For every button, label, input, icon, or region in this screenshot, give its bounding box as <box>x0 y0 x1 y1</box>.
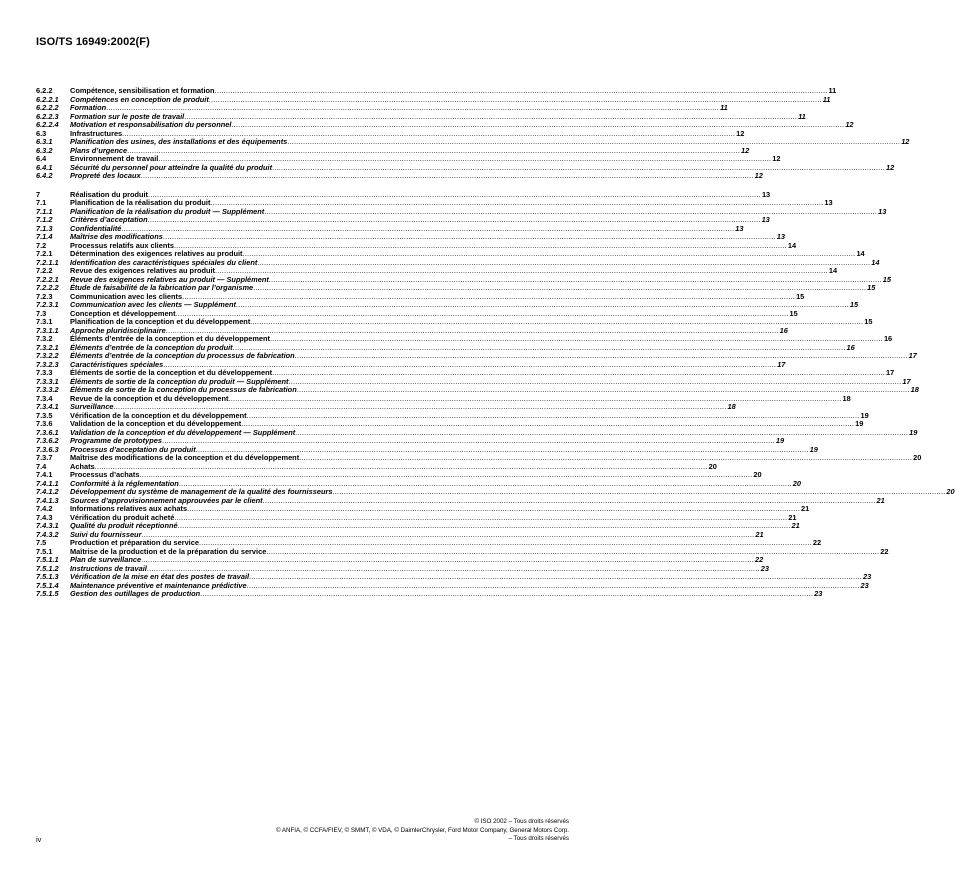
toc-entry-number: 7.5.1.3 <box>36 572 59 581</box>
toc-entry-page: 13 <box>824 198 833 207</box>
toc-entry-number: 7.5 <box>36 538 47 547</box>
toc-entry-title: Instructions de travail <box>70 563 147 573</box>
toc-entry-number: 7.3.1.1 <box>36 325 59 335</box>
toc-entry-number: 6.3.1 <box>36 137 53 146</box>
toc-entry-title: Maîtrise de la production et de la préparation du service <box>70 546 267 556</box>
toc-entry-page: 23 <box>814 589 823 598</box>
toc-entry-title: Éléments de sortie de la conception du produit — Supplément <box>70 376 289 386</box>
toc-entry-number: 7.3.3.1 <box>36 376 59 386</box>
toc-entry-title: Motivation et responsabilisation du personnel <box>70 120 232 129</box>
toc-entry-number: 7.5.1.1 <box>36 555 59 564</box>
toc-entry[interactable] <box>36 589 823 599</box>
toc-entry-title: Processus relatifs aux clients <box>70 240 174 250</box>
toc-entry-page: 11 <box>798 111 806 121</box>
toc-entry-page: 13 <box>761 215 770 224</box>
toc-entry-page: 19 <box>909 427 918 437</box>
toc-entry-page: 15 <box>789 308 798 318</box>
toc-entry-page: 16 <box>883 334 893 343</box>
toc-entry-title: Détermination des exigences relatives au produit <box>70 249 243 258</box>
toc-entry-page: 17 <box>902 376 911 386</box>
toc-entry-title: Surveillance <box>70 402 114 411</box>
toc-entry-page: 19 <box>809 444 818 454</box>
toc-entry-page: 19 <box>775 436 785 445</box>
toc-entry-page: 21 <box>801 504 810 513</box>
toc-entry-title: Programme de prototypes <box>70 436 162 445</box>
toc-entry-number: 7.3.2.1 <box>36 342 59 352</box>
toc-entry-page: 23 <box>863 572 872 581</box>
toc-entry-title: Revue de la conception et du développement <box>70 393 229 403</box>
toc-entry-page: 22 <box>755 555 764 564</box>
toc-entry-page: 11 <box>720 103 728 112</box>
toc-entry-number: 7.3.7 <box>36 453 53 462</box>
toc-entry-number: 7.1.3 <box>36 223 53 233</box>
toc-entry-page: 13 <box>878 206 887 216</box>
toc-entry-title: Identification des caractéristiques spéciales du client <box>70 257 258 267</box>
toc-entry-title: Approche pluridisciplinaire <box>70 325 166 335</box>
toc-entry-title: Production et préparation du service <box>70 538 199 547</box>
toc-entry-title: Communication avec les clients <box>70 291 183 301</box>
toc-entry-page: 12 <box>885 162 895 172</box>
toc-entry-title: Vérification de la conception et du développement <box>70 410 247 420</box>
toc-entry-title: Éléments d’entrée de la conception du produit <box>70 342 233 352</box>
toc-entry-number: 6.4.2 <box>36 171 53 180</box>
toc-entry-title: Réalisation du produit <box>70 189 149 199</box>
toc-entry-page: 12 <box>736 128 745 138</box>
toc-entry-number: 7.3.2.2 <box>36 351 59 360</box>
table-of-contents <box>36 86 955 599</box>
toc-entry-page: 16 <box>846 342 855 352</box>
toc-entry-page: 13 <box>761 189 771 199</box>
toc-entry-title: Communication avec les clients — Supplément <box>70 300 236 309</box>
toc-entry-number: 7.5.1.5 <box>36 589 59 598</box>
document-id: ISO/TS 16949:2002(F) <box>36 36 150 48</box>
toc-entry-page: 11 <box>822 94 831 104</box>
toc-entry-number: 7.5.1.2 <box>36 563 59 573</box>
toc-entry-page: 20 <box>753 470 762 479</box>
toc-spacer <box>36 181 569 191</box>
toc-entry-page: 22 <box>880 546 889 556</box>
toc-entry-page: 14 <box>828 266 838 275</box>
toc-entry-page: 21 <box>876 495 885 505</box>
toc-entry-title: Étude de faisabilité de la fabrication par l’organisme <box>70 283 254 292</box>
toc-entry-number: 7.3.6 <box>36 419 53 428</box>
toc-entry-title: Compétences en conception de produit <box>70 94 209 104</box>
toc-entry-page: 18 <box>842 393 851 403</box>
toc-entry-page: 15 <box>882 274 891 284</box>
toc-entry-page: 18 <box>910 385 919 394</box>
toc-entry-number: 7.3.6.1 <box>36 427 59 437</box>
toc-entry-number: 7.4.1.2 <box>36 487 59 496</box>
toc-entry-number: 7.4.1 <box>36 470 53 479</box>
toc-entry-number: 6.2.2 <box>36 86 53 95</box>
toc-entry-number: 7.2.2.1 <box>36 274 59 284</box>
toc-entry-title: Planification des usines, des installations et des équipements <box>70 137 288 146</box>
toc-entry-title: Validation de la conception et du développement — Supplément <box>70 427 296 437</box>
footer-rights: – Tous droits réservés <box>508 835 569 842</box>
toc-entry-page: 12 <box>845 120 854 129</box>
toc-entry-title: Sources d’approvisionnement approuvées par le client <box>70 495 263 505</box>
toc-entry-title: Gestion des outillages de production <box>70 589 201 598</box>
toc-entry-title: Plans d’urgence <box>70 145 128 155</box>
toc-entry-number: 7.1.1 <box>36 206 53 216</box>
toc-entry-title: Processus d’achats <box>70 470 140 479</box>
toc-entry-page: 23 <box>760 563 769 573</box>
toc-entry-title: Planification de la conception et du développement <box>70 317 251 326</box>
toc-entry-title: Informations relatives aux achats <box>70 504 188 513</box>
toc-entry-number: 7.3.3 <box>36 368 53 377</box>
toc-entry-number: 7.3.4 <box>36 393 53 403</box>
toc-entry-title: Propreté des locaux <box>70 171 141 180</box>
toc-entry-number: 7.4 <box>36 461 47 471</box>
toc-entry-number: 7.3.2.3 <box>36 359 59 369</box>
toc-entry-page: 19 <box>860 410 869 420</box>
toc-entry-page: 18 <box>727 402 736 411</box>
toc-entry-page: 13 <box>776 232 785 241</box>
toc-entry-page: 17 <box>777 359 786 369</box>
toc-entry-title: Éléments de sortie de la conception du processus de fabrication <box>70 385 297 394</box>
toc-entry-page: 14 <box>856 249 865 258</box>
toc-entry-page: 19 <box>855 419 864 428</box>
toc-entry-page: 20 <box>708 461 717 471</box>
toc-entry-page: 17 <box>885 368 895 377</box>
toc-entry-number: 7.2.2.2 <box>36 283 59 292</box>
footer <box>276 818 569 844</box>
toc-entry-page: 11 <box>828 86 837 95</box>
footer-copyright-iso: © ISO 2002 – Tous droits réservés <box>474 818 569 825</box>
toc-entry-number: 7.3.4.1 <box>36 402 59 411</box>
toc-entry-title: Critères d’acceptation <box>70 215 148 224</box>
toc-entry-page: 23 <box>860 580 869 590</box>
toc-entry-title: Formation sur le poste de travail <box>70 111 185 121</box>
toc-entry-page: 15 <box>867 283 876 292</box>
toc-dot-leader <box>200 590 813 599</box>
toc-entry-number: 7.4.3.1 <box>36 521 59 530</box>
toc-entry-title: Sécurité du personnel pour atteindre la qualité du produit <box>70 162 273 172</box>
toc-entry-number: 7.1.2 <box>36 215 53 224</box>
toc-entry-title: Éléments d’entrée de la conception du processus de fabrication <box>70 351 295 360</box>
toc-entry-title: Conception et développement <box>70 308 176 318</box>
toc-entry-page: 20 <box>792 478 801 488</box>
toc-entry-number: 7.3.2 <box>36 334 53 343</box>
toc-entry-page: 16 <box>779 325 788 335</box>
toc-entry-number: 6.4.1 <box>36 162 53 172</box>
toc-entry-number: 7.1 <box>36 198 47 207</box>
toc-entry-page: 21 <box>755 529 764 539</box>
toc-entry-title: Validation de la conception et du développement <box>70 419 242 428</box>
toc-entry-page: 20 <box>913 453 922 462</box>
toc-entry-number: 7.4.1.3 <box>36 495 59 505</box>
toc-entry-page: 22 <box>812 538 822 547</box>
toc-entry-title: Planification de la réalisation du produit — Supplément <box>70 206 265 216</box>
toc-entry-number: 6.2.2.2 <box>36 103 59 112</box>
toc-entry-page: 12 <box>741 145 750 155</box>
toc-entry-number: 7.4.3.2 <box>36 529 59 539</box>
toc-entry-number: 7.3.5 <box>36 410 53 420</box>
toc-entry-title: Maîtrise des modifications <box>70 232 163 241</box>
toc-entry-number: 6.3 <box>36 128 47 138</box>
toc-entry-title: Éléments de sortie de la conception et du développement <box>70 368 273 377</box>
toc-entry-title: Suivi du fournisseur <box>70 529 142 539</box>
toc-entry-title: Maintenance préventive et maintenance prédictive <box>70 580 247 590</box>
toc-entry-number: 7.2 <box>36 240 47 250</box>
toc-entry-number: 7.5.1.4 <box>36 580 59 590</box>
toc-entry-title: Vérification du produit acheté <box>70 512 175 522</box>
toc-entry-page: 15 <box>864 317 873 326</box>
toc-entry-number: 7.5.1 <box>36 546 53 556</box>
toc-entry-page: 15 <box>796 291 805 301</box>
toc-entry-number: 7.3 <box>36 308 47 318</box>
toc-entry-number: 7 <box>36 189 41 199</box>
toc-entry-title: Qualité du produit réceptionné <box>70 521 178 530</box>
toc-entry-title: Confidentialité <box>70 223 122 233</box>
toc-entry-page: 20 <box>946 487 955 496</box>
toc-entry-page: 13 <box>735 223 744 233</box>
toc-entry-title: Revue des exigences relatives au produit <box>70 266 215 275</box>
toc-entry-page: 12 <box>772 154 781 163</box>
page-number: iv <box>36 835 42 844</box>
toc-entry-number: 7.2.2 <box>36 266 53 275</box>
toc-entry-page: 14 <box>871 257 880 267</box>
toc-entry-number: 7.4.3 <box>36 512 53 522</box>
toc-entry-number: 7.3.3.2 <box>36 385 59 394</box>
toc-entry-number: 7.4.1.1 <box>36 478 59 488</box>
toc-dot-leader <box>141 172 754 181</box>
toc-entry-page: 21 <box>788 512 797 522</box>
toc-entry-page: 14 <box>787 240 797 250</box>
toc-entry-title: Environnement de travail <box>70 154 159 163</box>
toc-entry-page: 17 <box>908 351 917 360</box>
toc-entry-title: Maîtrise des modifications de la conception et du développement <box>70 453 300 462</box>
toc-entry-number: 7.3.6.3 <box>36 444 59 454</box>
toc-entry-title: Caractéristiques spéciales <box>70 359 164 369</box>
toc-entry-title: Infrastructures <box>70 128 123 138</box>
toc-entry-page: 12 <box>901 137 910 146</box>
toc-entry-number: 7.2.1 <box>36 249 53 258</box>
toc-entry-number: 7.3.1 <box>36 317 53 326</box>
toc-entry-number: 6.2.2.3 <box>36 111 59 121</box>
toc-entry-page: 12 <box>754 171 763 180</box>
toc-entry-title: Plan de surveillance <box>70 555 142 564</box>
toc-entry-number: 7.2.3.1 <box>36 300 59 309</box>
toc-entry-number: 6.4 <box>36 154 47 163</box>
toc-entry-number: 7.4.2 <box>36 504 53 513</box>
toc-entry-page: 21 <box>791 521 800 530</box>
toc-entry-title: Achats <box>70 461 95 471</box>
toc-entry-title: Processus d’acceptation du produit <box>70 444 196 454</box>
toc-entry-number: 6.3.2 <box>36 145 53 155</box>
toc-entry[interactable] <box>36 171 763 181</box>
toc-entry-number: 6.2.2.4 <box>36 120 59 129</box>
toc-entry-title: Planification de la réalisation du produit <box>70 198 211 207</box>
toc-entry-title: Conformité à la réglementation <box>70 478 179 488</box>
toc-entry-number: 7.2.3 <box>36 291 53 301</box>
toc-entry-number: 6.2.2.1 <box>36 94 59 104</box>
toc-entry-title: Développement du système de management de la qualité des fournisseurs <box>70 487 333 496</box>
toc-entry-title: Éléments d’entrée de la conception et du développement <box>70 334 271 343</box>
toc-entry-number: 7.2.1.1 <box>36 257 59 267</box>
toc-entry-title: Vérification de la mise en état des postes de travail <box>70 572 250 581</box>
toc-entry-title: Formation <box>70 103 107 112</box>
toc-entry-page: 15 <box>849 300 859 309</box>
toc-entry-title: Revue des exigences relatives au produit — Supplément <box>70 274 269 284</box>
toc-entry-number: 7.1.4 <box>36 232 53 241</box>
toc-entry-number: 7.3.6.2 <box>36 436 59 445</box>
footer-copyright-partners: © ANFIA, © CCFA/FIEV, © SMMT, © VDA, © DaimlerChrysler, Ford Motor Company, General Motors Corp. <box>275 826 569 834</box>
toc-entry-title: Compétence, sensibilisation et formation <box>70 86 215 95</box>
